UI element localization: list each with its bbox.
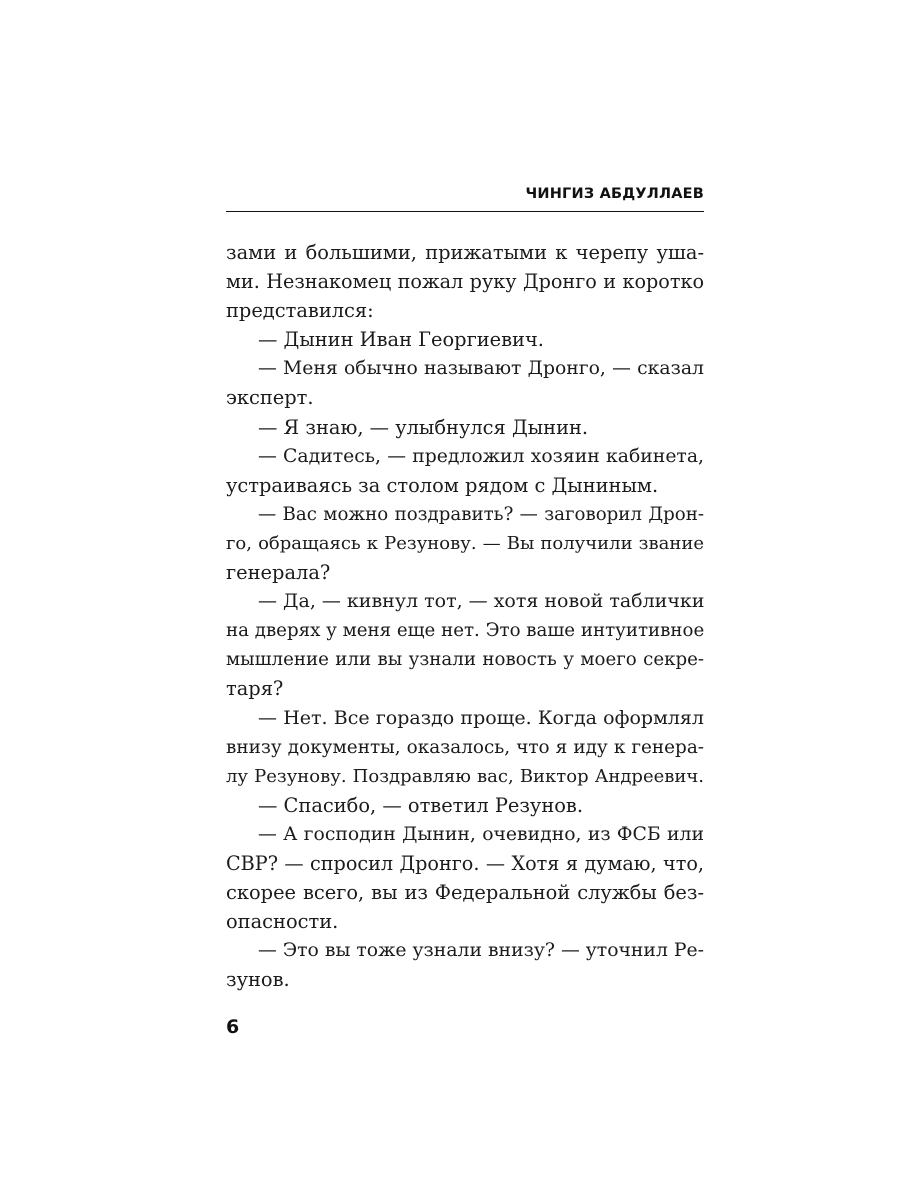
text-line: го, обращаясь к Резунову. — Вы получили звание	[226, 532, 704, 554]
page-number: 6	[226, 1016, 240, 1038]
text-line: — Нет. Все гораздо проще. Когда оформлял	[258, 706, 704, 729]
text-line: — Да, — кивнул тот, — хотя новой таблички	[258, 590, 704, 613]
text-line: внизу документы, оказалось, что я иду к генера-	[226, 736, 704, 758]
text-line: — Дынин Иван Георгиевич.	[258, 328, 544, 352]
text-line: — А господин Дынин, очевидно, из ФСБ или	[258, 823, 704, 845]
text-line: представился:	[226, 299, 374, 323]
text-line: СВР? — спросил Дронго. — Хотя я думаю, что,	[226, 851, 704, 875]
text-line: опасности.	[226, 910, 339, 934]
text-line: — Садитесь, — предложил хозяин кабинета,	[258, 445, 704, 467]
text-line: скорее всего, вы из Федеральной службы без-	[226, 881, 704, 905]
text-line: — Меня обычно называют Дронго, — сказал	[258, 358, 704, 380]
text-line: — Я знаю, — улыбнулся Дынин.	[258, 415, 589, 439]
body-text	[226, 238, 704, 994]
text-line: зами и большими, прижатыми к черепу уша-	[226, 241, 704, 264]
text-line: — Спасибо, — ответил Резунов.	[258, 793, 584, 817]
text-line: устраиваясь за столом рядом с Дыниным.	[226, 473, 659, 497]
text-line: ми. Незнакомец пожал руку Дронго и коротко	[226, 270, 704, 294]
header-rule	[226, 211, 704, 212]
text-line: на дверях у меня еще нет. Это ваше интуитивное	[226, 620, 704, 642]
text-line: — Это вы тоже узнали внизу? — уточнил Ре-	[258, 940, 704, 962]
text-line: таря?	[226, 677, 284, 701]
text-line: — Вас можно поздравить? — заговорил Дрон-	[258, 503, 704, 525]
text-line: зунов.	[226, 968, 290, 992]
text-line: мышление или вы узнали новость у моего секре-	[226, 649, 704, 671]
text-line: лу Резунову. Поздравляю вас, Виктор Андреевич.	[226, 765, 704, 787]
text-line: генерала?	[226, 561, 331, 585]
text-line: эксперт.	[226, 386, 314, 410]
running-head-author: ЧИНГИЗ АБДУЛЛАЕВ	[525, 186, 704, 202]
